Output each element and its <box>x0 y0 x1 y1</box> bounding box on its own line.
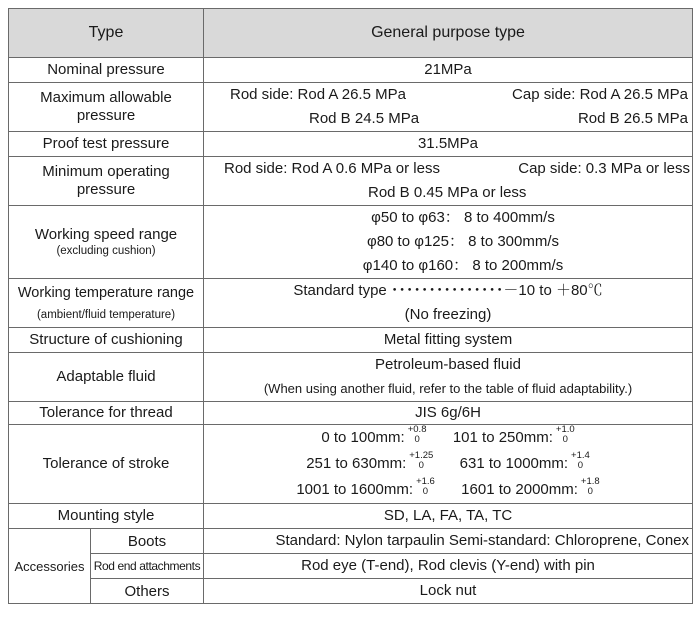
header-general: General purpose type <box>204 9 693 58</box>
stroke-lower: 0 <box>418 460 424 472</box>
stroke-range: 1601 to 2000mm: <box>461 481 578 498</box>
row-boots <box>9 529 693 554</box>
row-speed <box>9 206 693 279</box>
stroke-lower: 0 <box>587 486 593 498</box>
max-pressure-line-1 <box>204 83 692 107</box>
stroke-range: 101 to 250mm: <box>452 429 553 446</box>
speed-line-1: φ50 to φ63： 8 to 400mm/s <box>371 209 555 226</box>
stroke-tolerance <box>409 451 433 471</box>
label-accessories: Accessories <box>9 529 91 604</box>
value-cushioning <box>204 328 693 353</box>
max-pressure-cap-b: Rod B 26.5 MPa <box>577 110 688 127</box>
value-fluid <box>204 353 693 402</box>
value-nominal-pressure <box>204 58 693 83</box>
stroke-range: 631 to 1000mm: <box>459 455 569 472</box>
fluid-value: Petroleum-based fluid <box>375 356 521 373</box>
fluid-note: (When using another fluid, refer to the table of fluid adaptability.) <box>263 381 633 396</box>
label-cushioning: Structure of cushioning <box>9 328 204 353</box>
stroke-item <box>306 451 433 477</box>
label-others: Others <box>91 579 204 604</box>
min-pressure-label-2: pressure <box>76 181 136 198</box>
stroke-lower: 0 <box>422 486 429 498</box>
row-thread <box>9 402 693 425</box>
stroke-range: 0 to 100mm: <box>321 429 405 446</box>
label-boots: Boots <box>91 529 204 554</box>
stroke-range: 1001 to 1600mm: <box>296 481 414 498</box>
stroke-lower: 0 <box>414 434 420 446</box>
row-mounting <box>9 504 693 529</box>
stroke-tolerance <box>581 477 600 497</box>
value-thread <box>204 402 693 425</box>
row-nominal-pressure <box>9 58 693 83</box>
stroke-tolerance <box>571 451 590 471</box>
min-pressure-rod-a: Rod side: Rod A 0.6 MPa or less <box>224 160 440 177</box>
value-rod-end <box>204 554 693 579</box>
row-min-pressure <box>9 157 693 206</box>
label-max-pressure <box>9 83 204 132</box>
stroke-item <box>321 425 426 451</box>
stroke-item <box>453 425 575 451</box>
max-pressure-label-1: Maximum allowable <box>40 89 172 106</box>
stroke-upper: +1.8 <box>580 476 600 488</box>
value-others <box>204 579 693 604</box>
label-min-pressure <box>9 157 204 206</box>
max-pressure-label-2: pressure <box>76 107 136 124</box>
value-stroke <box>204 425 693 504</box>
speed-label: Working speed range <box>34 226 178 243</box>
stroke-tolerance <box>408 425 427 445</box>
cushioning-text: Metal fitting system <box>383 331 513 348</box>
rod-end-text: Rod eye (T-end), Rod clevis (Y-end) with pin <box>301 557 595 574</box>
row-proof-pressure <box>9 132 693 157</box>
max-pressure-line-2 <box>204 107 692 131</box>
boots-text: Standard: Nylon tarpaulin Semi-standard: Chloroprene, Conex <box>275 532 689 549</box>
stroke-tolerance <box>416 477 435 497</box>
others-text: Lock nut <box>419 582 477 599</box>
label-rod-end: Rod end attachments <box>91 554 204 579</box>
proof-pressure-text: 31.5MPa <box>417 135 479 152</box>
stroke-item <box>461 477 600 503</box>
stroke-upper: +1.0 <box>555 424 575 436</box>
temperature-value: Standard type ･･･････････････－10 to ＋80℃ <box>293 282 603 299</box>
stroke-lower: 0 <box>577 460 584 472</box>
label-speed <box>9 206 204 279</box>
header-row <box>9 9 693 58</box>
stroke-tolerance <box>556 425 575 445</box>
stroke-lower: 0 <box>562 434 568 446</box>
stroke-upper: +1.6 <box>416 476 435 488</box>
stroke-range: 251 to 630mm: <box>306 455 407 472</box>
value-temperature <box>204 279 693 328</box>
stroke-row-3 <box>204 477 692 503</box>
label-temperature <box>9 279 204 328</box>
row-temperature <box>9 279 693 328</box>
row-stroke <box>9 425 693 504</box>
stroke-upper: +1.25 <box>409 450 434 462</box>
stroke-item <box>460 451 590 477</box>
label-stroke: Tolerance of stroke <box>9 425 204 504</box>
speed-line-3: φ140 to φ160： 8 to 200mm/s <box>362 257 564 274</box>
value-proof-pressure <box>204 132 693 157</box>
stroke-upper: +0.8 <box>407 424 427 436</box>
value-min-pressure <box>204 157 693 206</box>
label-fluid: Adaptable fluid <box>9 353 204 402</box>
mounting-text: SD, LA, FA, TA, TC <box>383 507 513 524</box>
stroke-row-2 <box>204 451 692 477</box>
row-fluid <box>9 353 693 402</box>
nominal-pressure-text: 21MPa <box>424 61 472 78</box>
header-type: Type <box>9 9 204 58</box>
row-max-pressure <box>9 83 693 132</box>
value-mounting <box>204 504 693 529</box>
max-pressure-cap-a: Cap side: Rod A 26.5 MPa <box>512 86 688 103</box>
temperature-note: (No freezing) <box>404 306 492 323</box>
label-thread: Tolerance for thread <box>9 402 204 425</box>
row-others <box>9 579 693 604</box>
max-pressure-rod-b: Rod B 24.5 MPa <box>309 110 420 127</box>
min-pressure-rod-b: Rod B 0.45 MPa or less <box>368 184 527 201</box>
thread-text: JIS 6g/6H <box>415 404 481 421</box>
label-nominal-pressure: Nominal pressure <box>9 58 204 83</box>
row-rod-end <box>9 554 693 579</box>
value-speed <box>204 206 693 279</box>
label-proof-pressure: Proof test pressure <box>9 132 204 157</box>
label-mounting: Mounting style <box>9 504 204 529</box>
value-boots <box>204 529 693 554</box>
stroke-item <box>296 477 435 503</box>
stroke-row-1 <box>204 425 692 451</box>
min-pressure-label-1: Minimum operating <box>42 163 170 180</box>
max-pressure-rod-a: Rod side: Rod A 26.5 MPa <box>230 86 406 103</box>
temperature-sublabel: (ambient/fluid temperature) <box>36 309 176 321</box>
stroke-upper: +1.4 <box>571 450 590 462</box>
temperature-label: Working temperature range <box>17 285 195 301</box>
min-pressure-line-1 <box>204 157 692 181</box>
min-pressure-cap: Cap side: 0.3 MPa or less <box>518 160 690 177</box>
value-max-pressure <box>204 83 693 132</box>
speed-sublabel: (excluding cushion) <box>56 245 156 257</box>
spec-table <box>8 8 693 604</box>
speed-line-2: φ80 to φ125： 8 to 300mm/s <box>366 233 560 250</box>
row-cushioning <box>9 328 693 353</box>
